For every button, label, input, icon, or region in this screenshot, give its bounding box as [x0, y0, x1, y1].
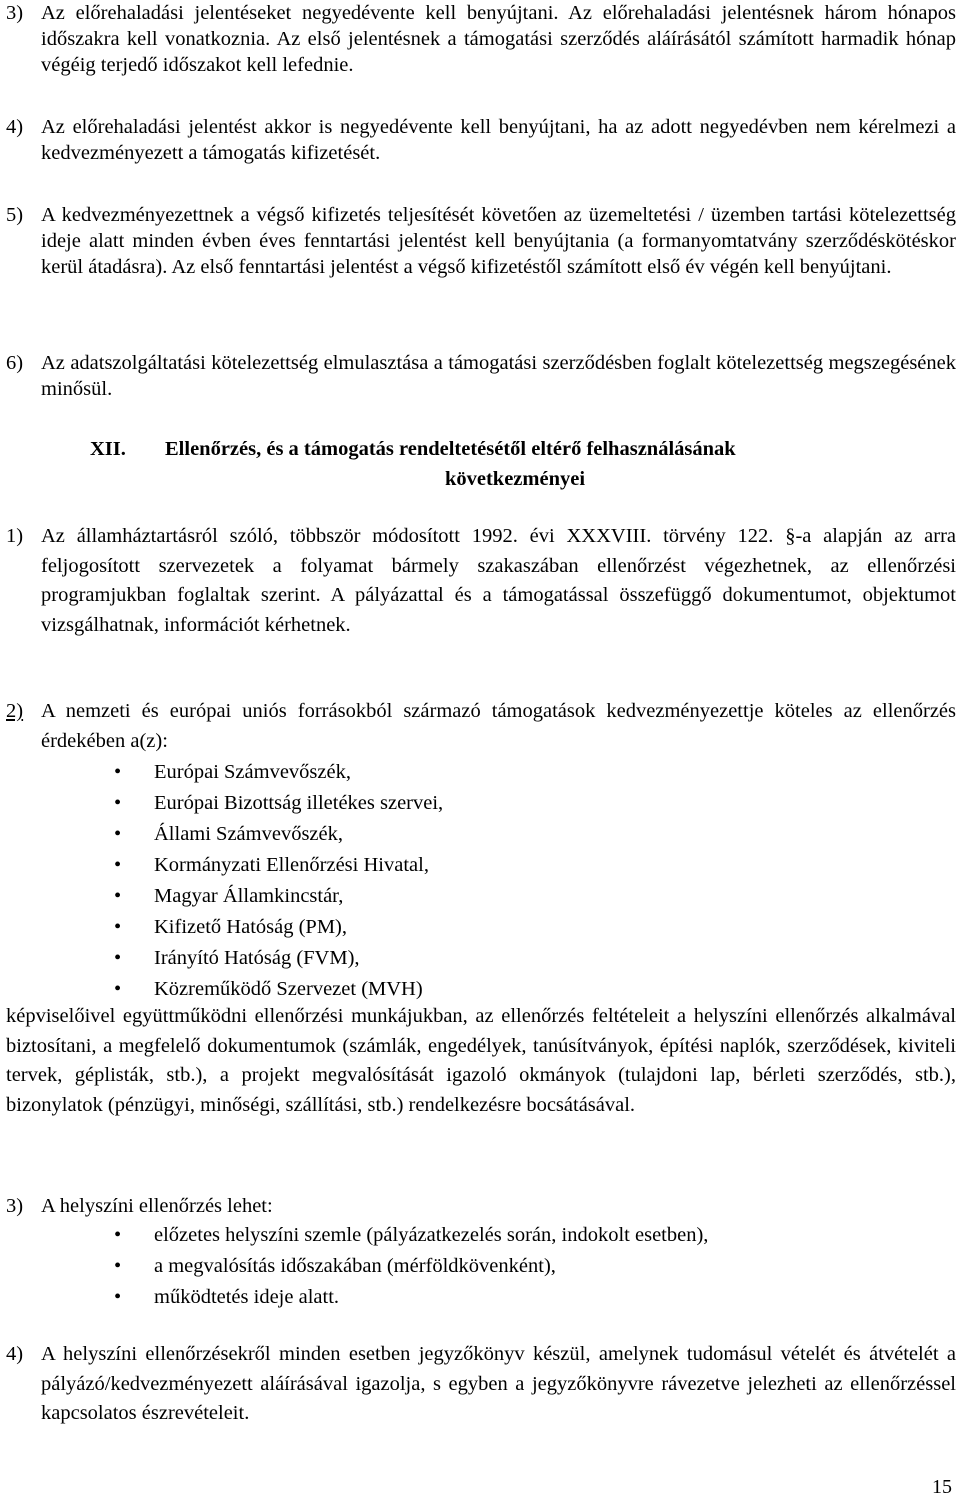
section-heading: [90, 434, 890, 494]
item-text: A helyszíni ellenőrzésekről minden esetben jegyzőkönyv készül, amelynek tudomásul vételét és átvételét a pályázó/kedvezményezett aláírásával igazolja, s egyben a jegyzőkönyvre rávezetve jelezheti az ellenőrzéssel kapcsolatos észrevételeit.: [41, 1343, 956, 1424]
paragraph-text: Az előrehaladási jelentéseket negyedévente kell benyújtani. Az előrehaladási jelentésnek három hónapos időszakra kell vonatkoznia. Az első jelentésnek a támogatási szerződés aláírásától számított harmadik hónap végéig terjedő időszakot kell lefednie.: [41, 2, 956, 76]
paragraph-text: Az előrehaladási jelentést akkor is negyedévente kell benyújtani, ha az adott negyedévben nem kérelmezi a kedvezményezett a támogatás kifizetését.: [41, 116, 956, 164]
list-item: • Európai Bizottság illetékes szervei,: [114, 788, 443, 819]
paragraph-6: [6, 350, 956, 402]
list-item: • Állami Számvevőszék,: [114, 819, 443, 850]
section-item-3: [6, 1192, 956, 1222]
inspection-types-list: [114, 1220, 708, 1313]
section-item-4: [6, 1340, 956, 1429]
section-item-2-continuation: képviselőivel együttműködni ellenőrzési munkájukban, az ellenőrzés feltételeit a helyszíni ellenőrzés alkalmával biztosítani, a megfelelő dokumentumok (számlák, engedélyek, tanúsítványok, építési naplók, szerződések, kiviteli tervek, géplisták, stb.), a projekt megvalósítását igazoló okmányok (tulajdoni lap, bérleti szerződés, stb.), bizonylatok (pénzügyi, minőségi, szállítási, stb.) rendelkezésre bocsátásával.: [6, 1005, 956, 1116]
authority-list: [114, 757, 443, 1005]
section-number: XII.: [90, 438, 126, 460]
item-number: 4): [6, 1343, 24, 1365]
paragraph-number: 6): [6, 352, 24, 374]
paragraph-4: [6, 114, 956, 166]
section-item-1: [6, 522, 956, 640]
paragraph-number: 5): [6, 204, 24, 226]
page-number: 15: [932, 1476, 952, 1498]
section-title-line2: következményei: [444, 468, 586, 490]
paragraph-5: [6, 202, 956, 280]
paragraph-number: 3): [6, 2, 24, 24]
list-item: • Európai Számvevőszék,: [114, 757, 443, 788]
list-item: • Kifizető Hatóság (PM),: [114, 912, 443, 943]
list-item: • előzetes helyszíni szemle (pályázatkezelés során, indokolt esetben),: [114, 1220, 708, 1251]
item-number: 1): [6, 525, 24, 547]
item-text: A nemzeti és európai uniós forrásokból származó támogatások kedvezményezettje köteles az ellenőrzés érdekében a(z):: [41, 700, 956, 752]
list-item: • Kormányzati Ellenőrzési Hivatal,: [114, 850, 443, 881]
section-title-line1: Ellenőrzés, és a támogatás rendeltetésétől eltérő felhasználásának: [165, 438, 736, 460]
list-item: • Magyar Államkincstár,: [114, 881, 443, 912]
paragraph-number: 4): [6, 116, 24, 138]
paragraph-text: Az adatszolgáltatási kötelezettség elmulasztása a támogatási szerződésben foglalt kötelezettség megszegésének minősül.: [41, 352, 956, 400]
list-item: • működtetés ideje alatt.: [114, 1282, 708, 1313]
section-item-2: [6, 697, 956, 756]
paragraph-3: [6, 0, 956, 78]
list-item: • Közreműködő Szervezet (MVH): [114, 974, 443, 1005]
item-text: Az államháztartásról szóló, többször módosított 1992. évi XXXVIII. törvény 122. §-a alapján az arra feljogosított szervezetek a folyamat bármely szakaszában ellenőrzést végezhetnek, az ellenőrzési programjukban foglaltak szerint. A pályázattal és a támogatással összefüggő dokumentumot, objektumot vizsgálhatnak, információt kérhetnek.: [41, 525, 956, 636]
item-number: 3): [6, 1195, 24, 1217]
list-item: • Irányító Hatóság (FVM),: [114, 943, 443, 974]
item-number: 2): [6, 700, 24, 722]
list-item: • a megvalósítás időszakában (mérföldkövenként),: [114, 1251, 708, 1282]
item-text: A helyszíni ellenőrzés lehet:: [41, 1195, 273, 1217]
paragraph-text: A kedvezményezettnek a végső kifizetés teljesítését követően az üzemeltetési / üzemben tartási kötelezettség ideje alatt minden évben éves fenntartási jelentést kell benyújtania (a formanyomtatvány szerződéskötéskor kerül átadásra). Az első fenntartási jelentést a végső kifizetéstől számított első év végén kell benyújtani.: [41, 204, 956, 278]
